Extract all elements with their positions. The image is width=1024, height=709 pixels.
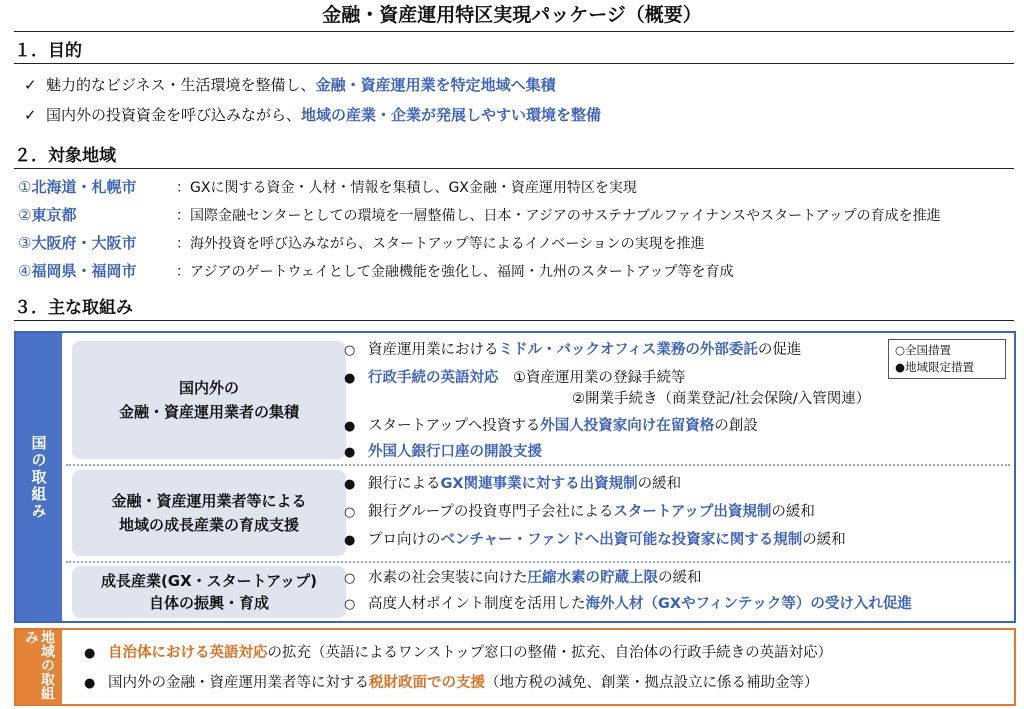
- region-description: ：海外投資を呼び込みながら、スタートアップ等によるイノベーションの実現を推進: [176, 236, 705, 252]
- initiative-item: ● プロ向けのベンチャー・ファンドへ出資可能な投資家に関する規制の緩和: [344, 529, 846, 552]
- category-separator: [66, 561, 1010, 563]
- initiative-item: ● 外国人銀行口座の開設支援: [344, 441, 542, 464]
- region-name: ③大阪府・大阪市: [18, 234, 137, 252]
- purpose-text: 国内外の投資資金を呼び込みながら、: [46, 106, 302, 124]
- initiative-item: ○ 銀行グループの投資専門子会社によるスタートアップ出資規制の緩和: [344, 501, 815, 524]
- section-rule: [14, 63, 1014, 64]
- category-box: 成長産業(GX・スタートアップ) 自体の振興・育成: [72, 566, 346, 618]
- purpose-emphasis: 金融・資産運用業を特定地域へ集積: [315, 76, 556, 94]
- section-rule: [14, 320, 1014, 321]
- initiative-item: ○ 資産運用業におけるミドル・バックオフィス業務の外部委託の促進: [344, 339, 801, 362]
- category-box: 国内外の 金融・資産運用業者の集積: [72, 341, 346, 459]
- initiative-item: ○ 水素の社会実装に向けた圧縮水素の貯蔵上限の緩和: [344, 567, 702, 590]
- local-initiative-item: ● 国内外の金融・資産運用業者等に対する税財政面での支援（地方税の減免、創業・拠点設立に係る補助金等）: [84, 672, 819, 695]
- purpose-row: [24, 104, 601, 126]
- section-rule: [14, 168, 1014, 169]
- initiative-item: ● 銀行によるGX関連事業に対する出資規制の緩和: [344, 473, 681, 496]
- local-measure-icon: ●: [344, 445, 356, 460]
- region-description: ：GXに関する資金・人材・情報を集積し、GX金融・資産運用特区を実現: [176, 180, 637, 196]
- initiative-item: ● 行政手続の英語対応 ①資産運用業の登録手続等: [344, 367, 686, 390]
- national-measure-icon: ○: [344, 505, 356, 520]
- region-description: ：国際金融センターとしての環境を一層整備し、日本・アジアのサステナブルファイナンスやスタートアップの育成を推進: [176, 208, 941, 224]
- local-measure-icon: ●: [344, 533, 356, 548]
- local-measure-icon: ●: [344, 477, 356, 492]
- region-name: ④福岡県・福岡市: [18, 262, 137, 280]
- purpose-row: [24, 74, 556, 96]
- check-icon: ✓: [24, 76, 37, 94]
- purpose-emphasis: 地域の産業・企業が発展しやすい環境を整備: [301, 106, 602, 124]
- legend-local: ●地域限定措置: [895, 360, 975, 374]
- region-description: ：アジアのゲートウェイとして金融機能を強化し、福岡・九州のスタートアップ等を育成: [176, 264, 734, 280]
- local-measure-icon: ●: [344, 371, 356, 386]
- legend-box: [888, 339, 1006, 379]
- region-row: [18, 260, 733, 283]
- region-row: [18, 232, 705, 255]
- section-heading-purpose: １．目的: [14, 41, 82, 61]
- national-initiatives-box: [14, 331, 1016, 623]
- local-label-bar: [16, 630, 62, 704]
- local-label: 地域の取組み: [23, 630, 55, 700]
- national-label: 国の取組み: [29, 434, 48, 520]
- national-measure-icon: ○: [344, 571, 356, 586]
- category-separator: [66, 464, 1010, 466]
- check-icon: ✓: [24, 106, 37, 124]
- region-row: [18, 176, 637, 199]
- national-measure-icon: ○: [344, 343, 356, 358]
- initiative-subitem: ②開業手続き（商業登記/社会保険/入管関連）: [572, 391, 871, 407]
- category-box: 金融・資産運用業者等による 地域の成長産業の育成支援: [72, 470, 346, 556]
- national-measure-icon: ○: [344, 597, 356, 612]
- title-underline: [14, 31, 1014, 32]
- local-initiatives-box: [14, 628, 1016, 706]
- region-name: ②東京都: [18, 206, 77, 224]
- region-name: ①北海道・札幌市: [18, 178, 137, 196]
- local-initiative-item: ● 自治体における英語対応の拡充（英語によるワンストップ窓口の整備・拡充、自治体の行政手続きの英語対応）: [84, 642, 832, 665]
- initiative-item: ● スタートアップへ投資する外国人投資家向け在留資格の創設: [344, 415, 758, 438]
- legend-national: ○全国措置: [895, 343, 952, 357]
- local-measure-icon: ●: [84, 676, 96, 691]
- section-heading-regions: ２．対象地域: [14, 146, 116, 166]
- local-measure-icon: ●: [344, 419, 356, 434]
- purpose-text: 魅力的なビジネス・生活環境を整備し、: [46, 76, 316, 94]
- page-title: 金融・資産運用特区実現パッケージ（概要）: [322, 4, 702, 26]
- section-heading-initiatives: ３．主な取組み: [14, 298, 133, 318]
- region-row: [18, 204, 941, 227]
- initiative-item: ○ 高度人材ポイント制度を活用した海外人材（GXやフィンテック等）の受け入れ促進: [344, 593, 912, 616]
- national-label-bar: [16, 333, 62, 621]
- local-measure-icon: ●: [84, 646, 96, 661]
